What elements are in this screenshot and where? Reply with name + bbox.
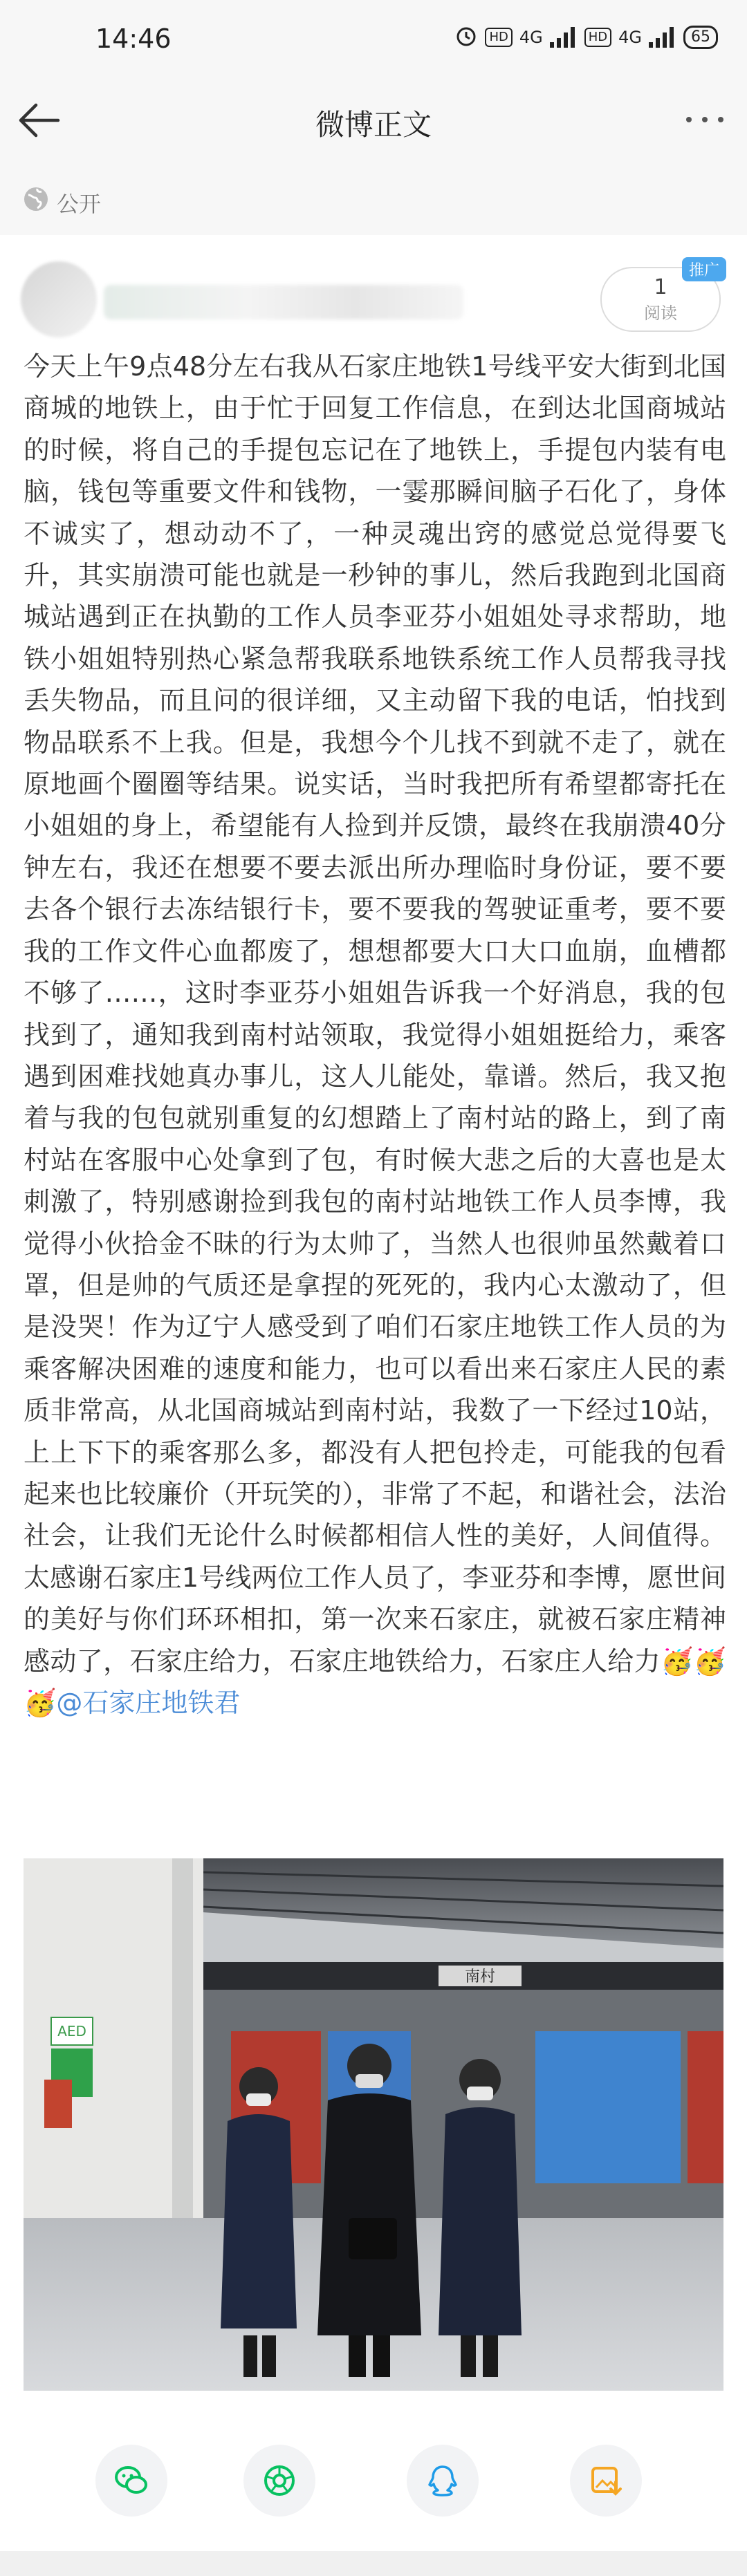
status-time: 14:46 [95, 24, 172, 54]
hd-badge-2: HD [584, 28, 611, 47]
mention-link[interactable]: @石家庄地铁君 [56, 1688, 241, 1718]
post-photo[interactable] [24, 1858, 723, 2391]
moments-icon [261, 2463, 297, 2499]
share-moments-button[interactable] [243, 2445, 315, 2517]
read-count: 1 [654, 275, 667, 299]
share-wechat-button[interactable] [95, 2445, 167, 2517]
aed-label: AED [57, 2023, 86, 2040]
post-body [24, 346, 726, 1724]
author-row [0, 235, 747, 339]
signal-icon-2 [649, 27, 676, 48]
share-qq-button[interactable] [407, 2445, 479, 2517]
author-name-blurred[interactable] [104, 285, 463, 319]
station-sign: 南村 [464, 1968, 496, 1986]
alarm-icon [454, 24, 478, 51]
save-image-button[interactable] [570, 2445, 642, 2517]
more-options-button[interactable] [681, 102, 729, 137]
bottom-edge [0, 2551, 747, 2576]
visibility-row [0, 159, 747, 236]
share-bar [0, 2420, 747, 2544]
qq-icon [425, 2463, 461, 2499]
visibility-label: 公开 [57, 191, 102, 217]
save-image-icon [588, 2463, 624, 2499]
hd-badge-1: HD [485, 28, 512, 47]
read-label: 阅读 [644, 304, 677, 323]
station-photo [24, 1858, 723, 2391]
more-dots-icon [681, 109, 729, 130]
battery-icon: 65 [683, 26, 718, 49]
avatar[interactable] [21, 261, 97, 337]
status-icons [454, 24, 718, 51]
promo-badge[interactable]: 推广 [682, 257, 726, 281]
page-title: 微博正文 [315, 108, 432, 142]
emoji: 🥳🥳🥳 [24, 1645, 726, 1718]
post-text: 今天上午9点48分左右我从石家庄地铁1号线平安大街到北国商城的地铁上，由于忙于回复工作信息，在到达北国商城站的时候，将自己的手提包忘记在了地铁上，手提包内装有电脑，钱包等重要文件和钱物，一霎那瞬间脑子石化了，身体不诚实了，想动动不了，一种灵魂出窍的感觉总觉得要飞升，其实崩溃可能也就是一秒钟的事儿，然后我跑到北国商城站遇到正在执勤的工作人员李亚芬小姐姐处寻求帮助，地铁小姐姐特别热心紧急帮我联系地铁系统工作人员帮我寻找丢失物品，而且问的很详细，又主动留下我的电话，怕找到物品联系不上我。但是，我想今个儿找不到就不走了，就在原地画个圈圈等结果。说实话，当时我把所有希望都寄托在小姐姐的身上，希望能有人捡到并反馈，最终在我崩溃40分钟左右，我还在想要不要去派出所办理临时身份证，要不要去各个银行去冻结银行卡，要不要我的驾驶证重考，要不要我的工作文件心血都废了，想想都要大口大口血崩，血槽都不够了……，这时李亚芬小姐姐告诉我一个好消息，我的包找到了，通知我到南村站领取，我觉得小姐姐挺给力，乘客遇到困难找她真办事儿，这人儿能处，靠谱。然后，我又抱着与我的包包就别重复的幻想踏上了南村站的路上，到了南村站在客服中心处拿到了包，有时候大悲之后的大喜也是太刺激了，特别感谢捡到我包的南村站地铁工作人员李博，我觉得小伙拾金不昧的行为太帅了，当然人也很帅虽然戴着口罩，但是帅的气质还是拿捏的死死的，我内心太激动了，但是没哭！作为辽宁人感受到了咱们石家庄地铁工作人员的为乘客解决困难的速度和能力，也可以看出来石家庄人民的素质非常高，从北国商城站到南村站，我数了一下经过10站，上上下下的乘客那么多，都没有人把包拎走，可能我的包看起来也比较廉价（开玩笑的），非常了不起，和谐社会，法治社会，让我们无论什么时候都相信人性的美好，人间值得。太感谢石家庄1号线两位工作人员了，李亚芬和李博，愿世间的美好与你们环环相扣，第一次来石家庄，就被石家庄精神感动了，石家庄给力，石家庄地铁给力，石家庄人给力 [24, 351, 726, 1677]
signal-icon-1 [550, 27, 578, 48]
globe-icon [22, 185, 50, 213]
nav-bar [0, 82, 747, 160]
network-label-1: 4G [519, 28, 543, 47]
wechat-icon [113, 2463, 149, 2499]
network-label-2: 4G [618, 28, 642, 47]
status-bar [0, 0, 747, 82]
